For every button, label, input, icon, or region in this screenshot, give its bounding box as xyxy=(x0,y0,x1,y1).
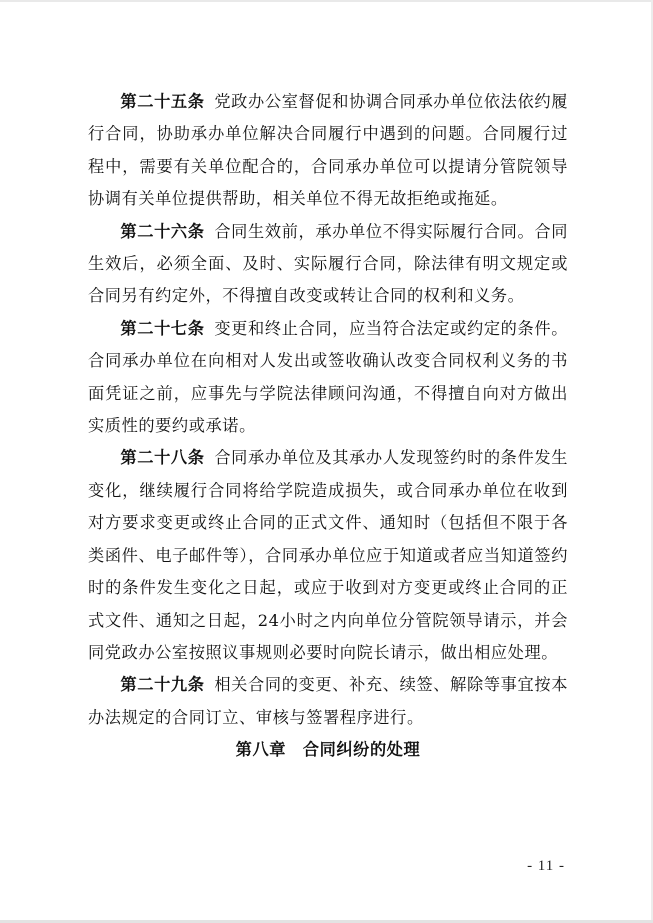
article-27-text: 变更和终止合同，应当符合法定或约定的条件。合同承办单位在向相对人发出或签收确认改变合同权利义务的书面凭证之前，应事先与学院法律顾问沟通，不得擅自向对方做出实质性的要约或承诺。 xyxy=(88,318,568,436)
article-25-paragraph xyxy=(88,86,568,216)
article-27-heading: 第二十七条 xyxy=(120,318,205,338)
page-top-edge xyxy=(0,0,653,2)
article-25-text: 党政办公室督促和协调合同承办单位依法依约履行合同，协助承办单位解决合同履行中遇到的问题。合同履行过程中，需要有关单位配合的，合同承办单位可以提请分管院领导协调有关单位提供帮助，相关单位不得无故拒绝或拖延。 xyxy=(88,92,568,209)
article-26-paragraph xyxy=(88,216,568,313)
article-29-heading: 第二十九条 xyxy=(120,675,205,695)
chapter-heading: 第八章 合同纠纷的处理 xyxy=(235,740,421,760)
article-26-text: 合同生效前，承办单位不得实际履行合同。合同生效后，必须全面、及时、实际履行合同，除法律有明文规定或合同另有约定外，不得擅自改变或转让合同的权利和义务。 xyxy=(88,221,568,306)
article-28-paragraph xyxy=(88,442,568,669)
article-27-paragraph xyxy=(88,313,568,443)
document-body xyxy=(88,86,568,766)
article-29-paragraph xyxy=(88,669,568,734)
article-28-heading: 第二十八条 xyxy=(120,448,205,468)
article-29-text: 相关合同的变更、补充、续签、解除等事宜按本办法规定的合同订立、审核与签署程序进行。 xyxy=(88,675,568,727)
article-25-heading: 第二十五条 xyxy=(120,92,205,111)
article-28-text: 合同承办单位及其承办人发现签约时的条件发生变化，继续履行合同将给学院造成损失，或合同承办单位在收到对方要求变更或终止合同的正式文件、通知时（包括但不限于各类函件、电子邮件等），合同承办单位应于知道或者应当知道签约时的条件发生变化之日起，或应于收到对方变更或终止合同的正式文件、通知之日起，24小时之内向单位分管院领导请示，并会同党政办公室按照议事规则必要时向院长请示，做出相应处理。 xyxy=(88,448,568,662)
article-26-heading: 第二十六条 xyxy=(120,221,205,241)
page-number: - 11 - xyxy=(527,858,565,874)
